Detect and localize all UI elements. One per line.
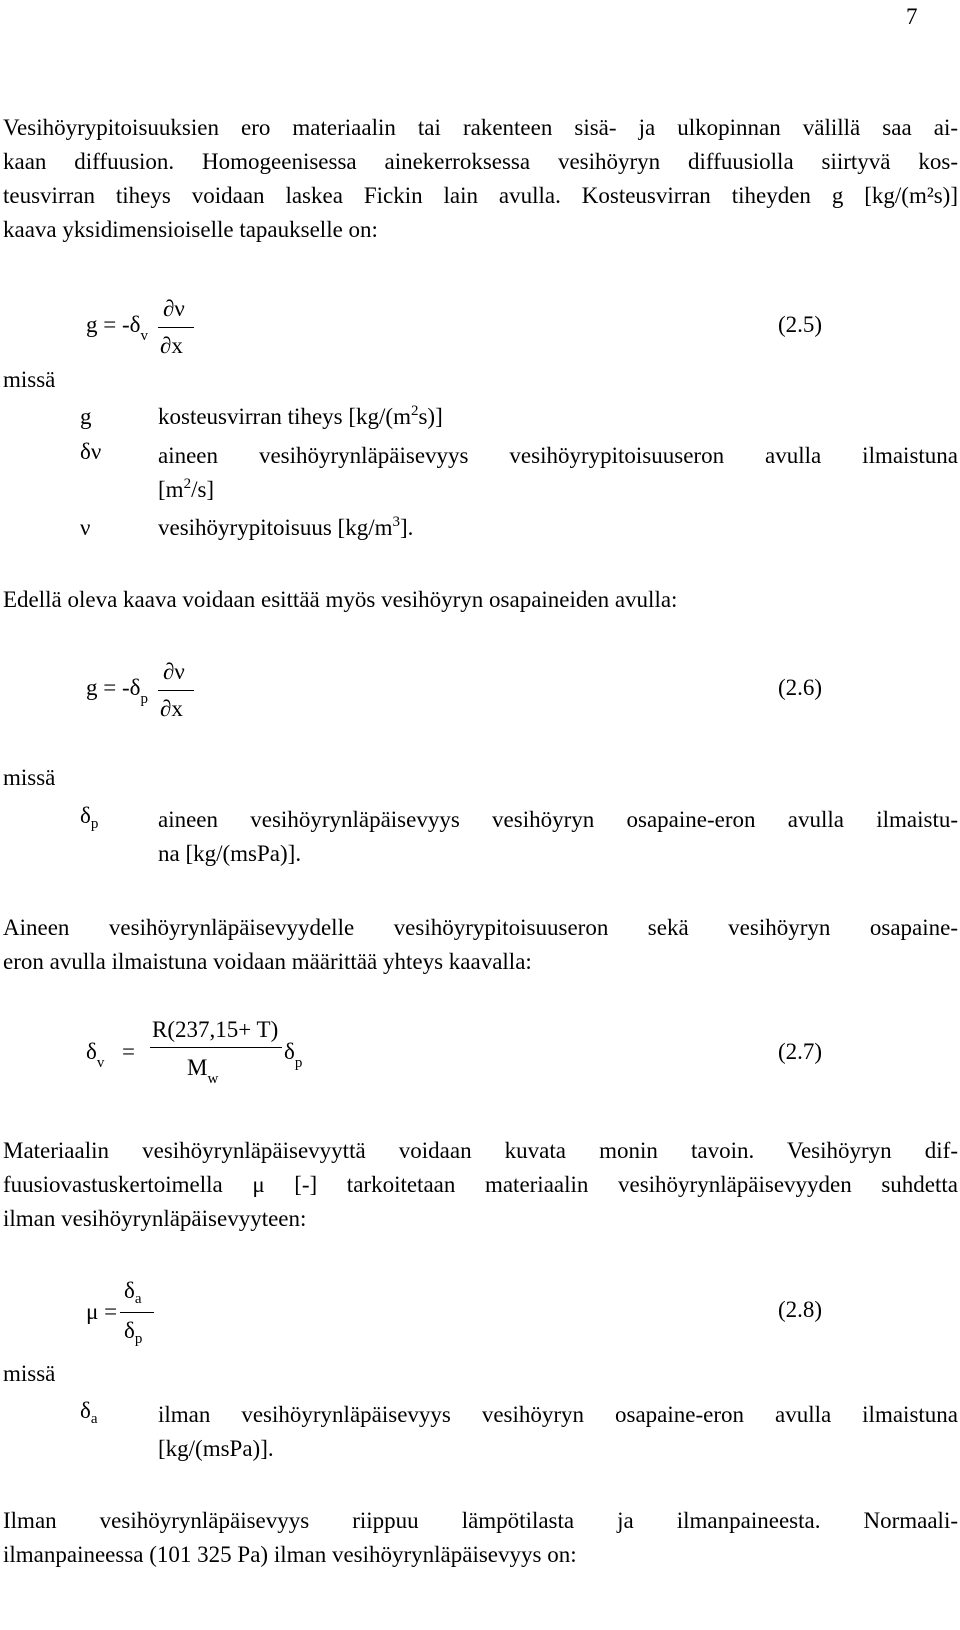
definition-desc-delta-p: aineen vesihöyrynläpäisevyys vesihöyryn osapaine-eron avulla ilmaistu- na [kg/(msPa)]. xyxy=(158,807,958,866)
equation-number: (2.7) xyxy=(778,1039,823,1064)
paragraph-relation xyxy=(3,911,958,979)
equation-subscript: w xyxy=(207,1071,219,1087)
fraction-bar xyxy=(150,1047,282,1048)
fraction-bar xyxy=(120,1312,154,1313)
equation-lhs: g = -δ xyxy=(86,312,141,337)
definition-term-nu: ν xyxy=(80,515,91,540)
equation-subscript: p xyxy=(140,691,148,707)
definition-term-delta-p: $\delta_p$ xyxy=(80,803,99,832)
equation-numerator: R(237,15+ T) xyxy=(152,1017,279,1042)
definition-desc-delta-a: ilman vesihöyrynläpäisevyys vesihöyryn osapaine-eron avulla ilmaistuna [kg/(msPa)]. xyxy=(158,1402,958,1461)
paragraph-line: fuusiovastuskertoimella μ [-] tarkoitetaan materiaalin vesihöyrynläpäisevyyden suhdetta xyxy=(3,1172,958,1197)
fraction-bar xyxy=(158,327,194,328)
equation-equals: = xyxy=(122,1039,135,1064)
equation-denominator: ∂x xyxy=(160,333,183,358)
fraction-bar xyxy=(158,690,194,691)
equation-numerator: ∂ν xyxy=(163,296,185,321)
where-label: missä xyxy=(3,765,56,790)
paragraph-line: Ilman vesihöyrynläpäisevyys riippuu lämpötilasta ja ilmanpaineesta. Normaali- xyxy=(3,1508,958,1533)
where-label: missä xyxy=(3,1361,56,1386)
definition-desc-nu: vesihöyrypitoisuus $[kg/m^3]$. xyxy=(158,514,414,540)
equation-subscript: a xyxy=(134,1291,142,1307)
definition-term-delta-a: $\delta_a$ xyxy=(80,1398,98,1427)
equation-numerator: δ xyxy=(124,1278,135,1303)
definition-term-g: g xyxy=(80,404,92,429)
paragraph-line: kaava yksidimensioiselle tapaukselle on: xyxy=(3,217,378,242)
equation-denominator: M xyxy=(187,1055,208,1080)
equation-subscript: v xyxy=(140,328,148,344)
equation-lhs: g = -δ xyxy=(86,675,141,700)
equation-subscript: p xyxy=(134,1331,143,1347)
paragraph-line: eron avulla ilmaistuna voidaan määrittää yhteys kaavalla: xyxy=(3,949,532,974)
equation-number: (2.5) xyxy=(778,312,823,337)
equation-subscript: v xyxy=(96,1055,105,1071)
paragraph-line: Vesihöyrypitoisuuksien ero materiaalin tai rakenteen sisä- ja ulkopinnan välillä saa ai- xyxy=(3,115,958,140)
equation-number: (2.6) xyxy=(778,675,823,700)
equation-numerator: ∂ν xyxy=(163,659,185,684)
paragraph-line: Aineen vesihöyrynläpäisevyydelle vesihöyrypitoisuuseron sekä vesihöyryn osapaine- xyxy=(3,915,958,940)
definition-term-delta-v: δν xyxy=(80,439,102,464)
equation-lhs: μ = xyxy=(86,1299,118,1324)
definition-desc-g: kosteusvirran tiheys $[kg/(m^2s)]$ xyxy=(158,403,443,429)
equation-number: (2.8) xyxy=(778,1297,823,1322)
paragraph-air-permeability xyxy=(3,1504,958,1572)
equation-lhs: δ xyxy=(86,1039,97,1064)
definition-desc-delta-v: aineen vesihöyrynläpäisevyys vesihöyrypitoisuuseron avulla ilmaistuna $[m^2/s]$ xyxy=(158,443,958,502)
paragraph-partial-pressure: Edellä oleva kaava voidaan esittää myös vesihöyryn osapaineiden avulla: xyxy=(3,587,678,612)
paragraph-line: ilmanpaineessa (101 325 Pa) ilman vesihöyrynläpäisevyys on: xyxy=(3,1542,577,1567)
paragraph-line: ilman vesihöyrynläpäisevyyteen: xyxy=(3,1206,307,1231)
paragraph-line: kaan diffuusion. Homogeenisessa ainekerroksessa vesihöyryn diffuusiolla siirtyvä kos- xyxy=(3,149,958,174)
equation-denominator: ∂x xyxy=(160,696,183,721)
equation-subscript: p xyxy=(294,1055,303,1071)
paragraph-line: Materiaalin vesihöyrynläpäisevyyttä voidaan kuvata monin tavoin. Vesihöyryn dif- xyxy=(3,1138,958,1163)
equation-denominator: δ xyxy=(124,1318,135,1343)
paragraph-intro xyxy=(3,111,958,247)
paragraph-diffusion-resistance xyxy=(3,1134,958,1236)
equation-rhs: δ xyxy=(284,1039,295,1064)
page-number: 7 xyxy=(906,4,918,29)
where-label: missä xyxy=(3,367,56,392)
paragraph-line: teusvirran tiheys voidaan laskea Fickin lain avulla. Kosteusvirran tiheyden g [kg/(m²s)] xyxy=(3,183,958,208)
